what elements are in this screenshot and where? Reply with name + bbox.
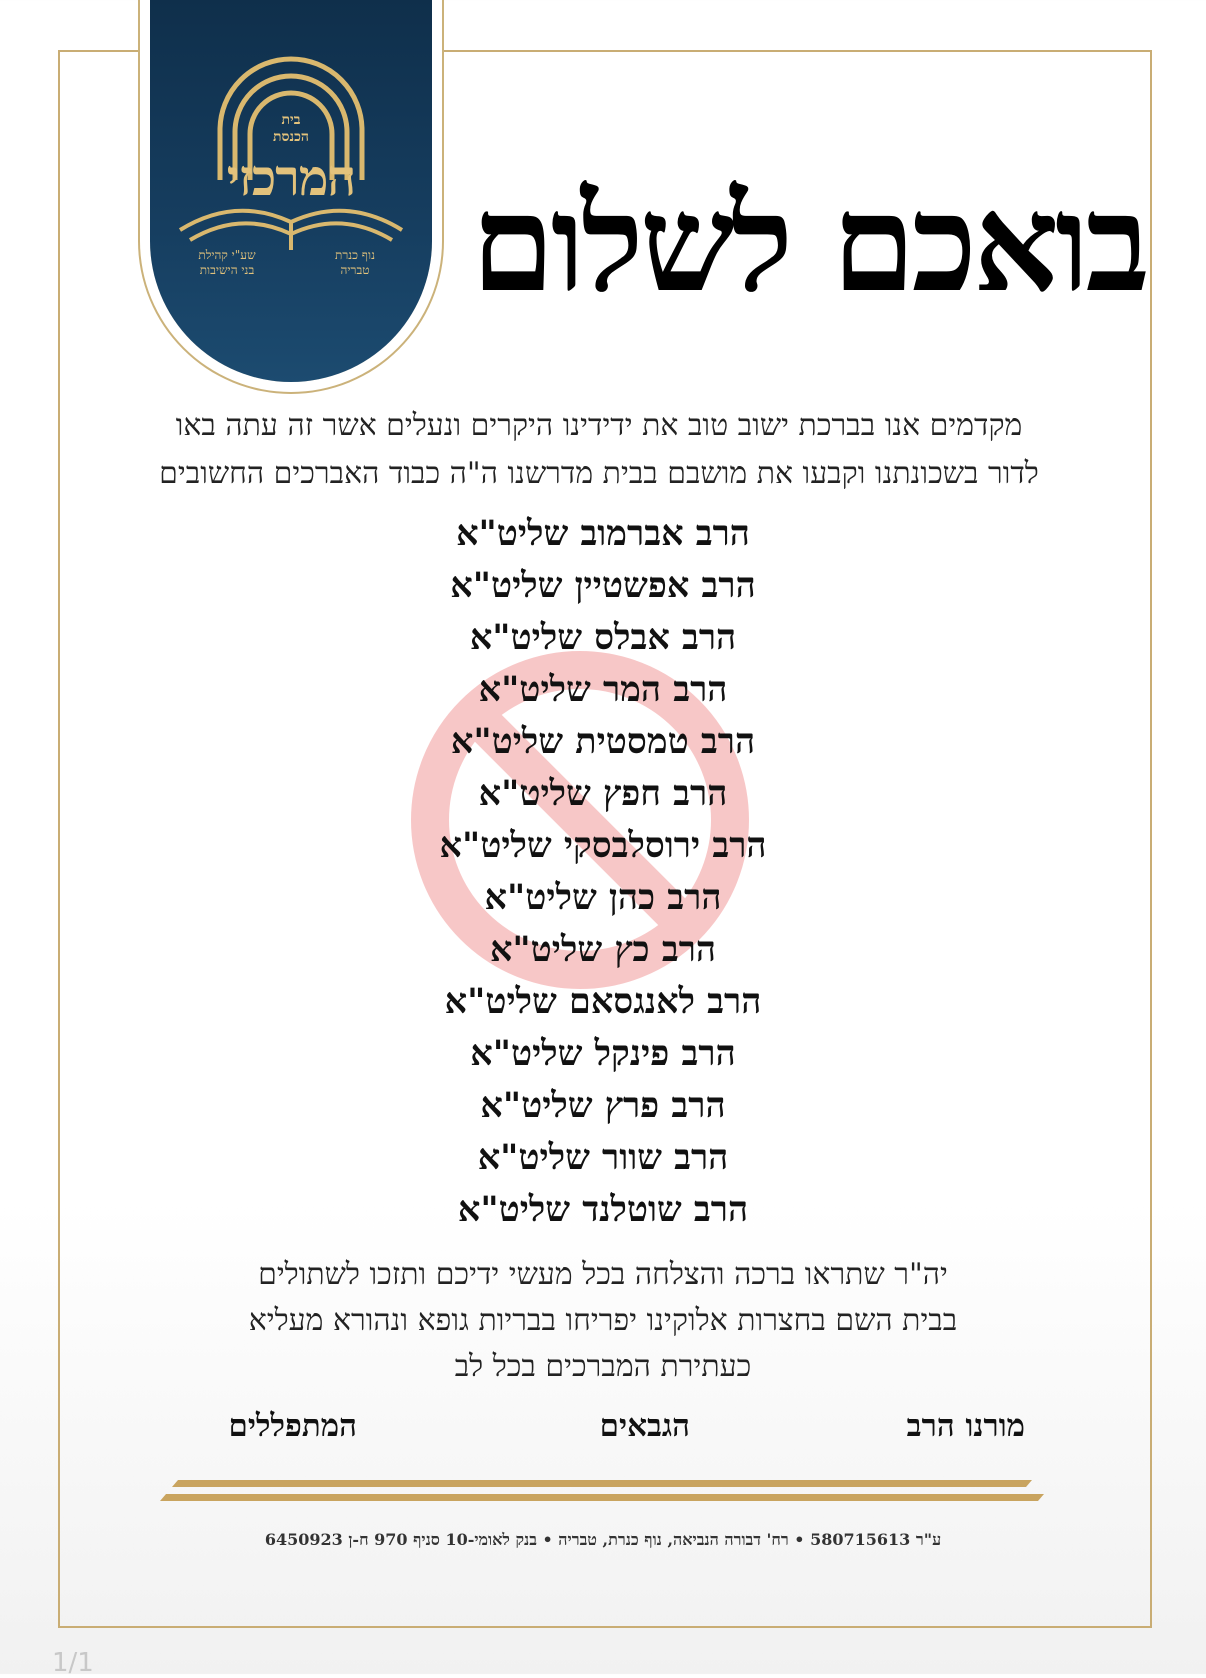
logo-right-text: נוף כנרת טבריה [335,248,375,277]
blessing-line: בבית השם בחצרות אלוקינו יפריחו בבריות גופא ונהורא מעליא [248,1303,958,1338]
list-item: הרב לאנגסאם שליט"א [444,981,762,1022]
list-item: הרב המר שליט"א [478,669,728,710]
list-item: הרב טמסטית שליט"א [450,721,756,762]
intro-line: לדור בשכונתנו וקבעו את מושבם בבית מדרשנו ה"ה כבוד האברכים החשובים [159,456,1039,491]
signature-congregants: המתפללים [228,1408,357,1444]
logo-top-text: בית הכנסת [273,112,309,145]
synagogue-logo [150,0,432,382]
list-item: הרב חפץ שליט"א [478,773,728,814]
list-item: הרב פינקל שליט"א [470,1033,736,1074]
blessing-line: כעתירת המברכים בכל לב [454,1349,752,1384]
footer-details: ע"ר 580715613 • רח' דבורה הנביאה, נוף כנרת, טבריה • בנק לאומי-10 סניף 970 ח-ן 6450923 [264,1530,942,1549]
list-item: הרב שוור שליט"א [477,1137,729,1178]
list-item: הרב כהן שליט"א [484,877,722,918]
signature-gabbaim: הגבאים [599,1408,690,1444]
page-title: בואכם לשלום [471,164,1146,322]
logo-left-text: שע"י קהילת בני הישיבות [198,248,256,277]
blessing-paragraph [130,1252,1076,1390]
intro-paragraph [82,402,1116,498]
intro-line: מקדמים אנו בברכת ישוב טוב את ידידינו היקרים ונעלים אשר זה עתה באו [175,408,1023,443]
signature-rabbi: מורנו הרב [906,1408,1025,1444]
signatures-row [185,1408,1025,1456]
list-item: הרב כץ שליט"א [489,929,717,970]
list-item: הרב אפשטיין שליט"א [450,565,756,606]
names-list [300,508,906,1236]
list-item: הרב אבלס שליט"א [469,617,737,658]
list-item: הרב שוטלנד שליט"א [457,1189,749,1230]
blessing-line: יה"ר שתראו ברכה והצלחה בכל מעשי ידיכם ותזכו לשתולים [258,1257,948,1292]
list-item: הרב פרץ שליט"א [480,1085,726,1126]
logo-main-text: המרכזי [226,148,356,207]
gold-divider [160,1480,1050,1510]
list-item: הרב אברמוב שליט"א [456,513,750,554]
page-indicator: 1/1 [52,1648,94,1678]
list-item: הרב ירוסלבסקי שליט"א [439,825,767,866]
